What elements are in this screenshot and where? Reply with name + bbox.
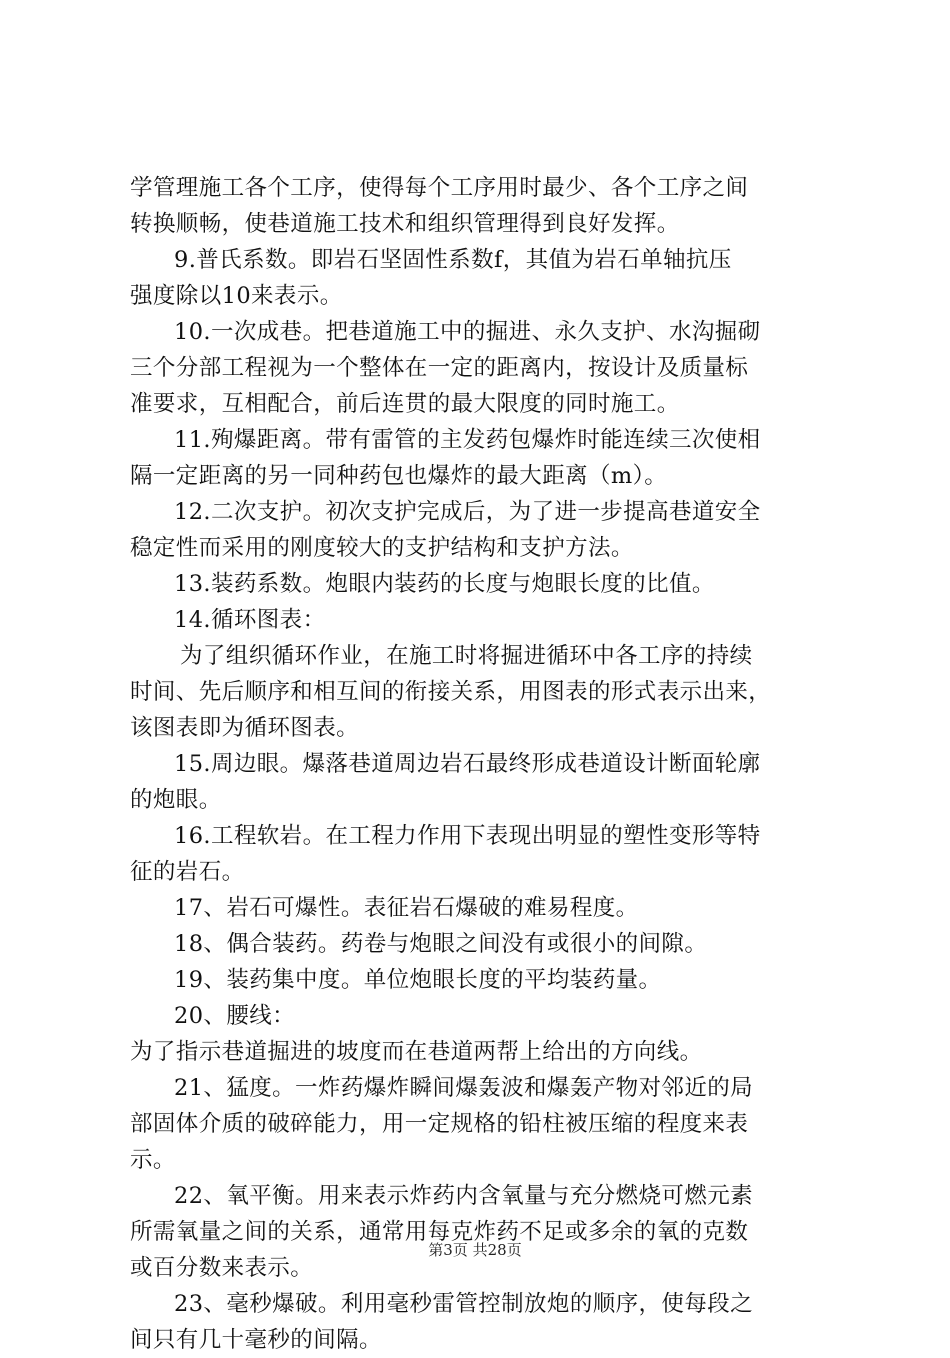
text-line: 准要求，互相配合，前后连贯的最大限度的同时施工。 <box>130 391 680 417</box>
text-line: 为了指示巷道掘进的坡度而在巷道两帮上给出的方向线。 <box>130 1039 703 1065</box>
text-line: 稳定性而采用的刚度较大的支护结构和支护方法。 <box>130 535 634 561</box>
document-body <box>130 170 830 1358</box>
text-line: 示。 <box>130 1147 176 1173</box>
text-line: 三个分部工程视为一个整体在一定的距离内，按设计及质量标 <box>130 355 749 381</box>
text-line: 13.装药系数。炮眼内装药的长度与炮眼长度的比值。 <box>174 571 715 597</box>
text-line: 征的岩石。 <box>130 859 245 885</box>
text-line: 该图表即为循环图表。 <box>130 715 360 741</box>
text-line: 15.周边眼。爆落巷道周边岩石最终形成巷道设计断面轮廓 <box>174 751 761 777</box>
text-line: 11.殉爆距离。带有雷管的主发药包爆炸时能连续三次使相 <box>174 427 761 453</box>
text-line: 16.工程软岩。在工程力作用下表现出明显的塑性变形等特 <box>174 823 761 849</box>
text-line: 21、猛度。一炸药爆炸瞬间爆轰波和爆轰产物对邻近的局 <box>174 1075 754 1101</box>
text-line: 所需氧量之间的关系，通常用每克炸药不足或多余的氧的克数 <box>130 1219 749 1245</box>
text-line: 14.循环图表： <box>174 607 326 633</box>
text-line: 学管理施工各个工序，使得每个工序用时最少、各个工序之间 <box>130 175 749 201</box>
text-line: 20、腰线： <box>174 1003 296 1029</box>
text-line: 12.二次支护。初次支护完成后，为了进一步提高巷道安全 <box>174 499 761 525</box>
text-line: 隔一定距离的另一同种药包也爆炸的最大距离（m）。 <box>130 463 668 489</box>
text-line: 23、毫秒爆破。利用毫秒雷管控制放炮的顺序，使每段之 <box>174 1291 754 1317</box>
text-line: 的炮眼。 <box>130 787 222 813</box>
text-line: 18、偶合装药。药卷与炮眼之间没有或很小的间隙。 <box>174 931 708 957</box>
text-line: 为了组织循环作业，在施工时将掘进循环中各工序的持续 <box>180 643 753 669</box>
text-line: 17、岩石可爆性。表征岩石爆破的难易程度。 <box>174 895 639 921</box>
text-line: 间只有几十毫秒的间隔。 <box>130 1327 382 1353</box>
text-line: 或百分数来表示。 <box>130 1255 314 1281</box>
text-line: 19、装药集中度。单位炮眼长度的平均装药量。 <box>174 967 662 993</box>
text-line: 时间、先后顺序和相互间的衔接关系，用图表的形式表示出来， <box>130 679 772 705</box>
text-line: 转换顺畅，使巷道施工技术和组织管理得到良好发挥。 <box>130 211 680 237</box>
text-line: 10.一次成巷。把巷道施工中的掘进、永久支护、水沟掘砌 <box>174 319 761 345</box>
text-line: 强度除以10来表示。 <box>130 283 343 309</box>
text-line: 部固体介质的破碎能力，用一定规格的铅柱被压缩的程度来表 <box>130 1111 749 1137</box>
text-line: 22、氧平衡。用来表示炸药内含氧量与充分燃烧可燃元素 <box>174 1183 754 1209</box>
text-line: 9.普氏系数。即岩石坚固性系数f，其值为岩石单轴抗压 <box>174 247 732 273</box>
page-number-footer: 第3页 共28页 <box>428 1241 522 1259</box>
